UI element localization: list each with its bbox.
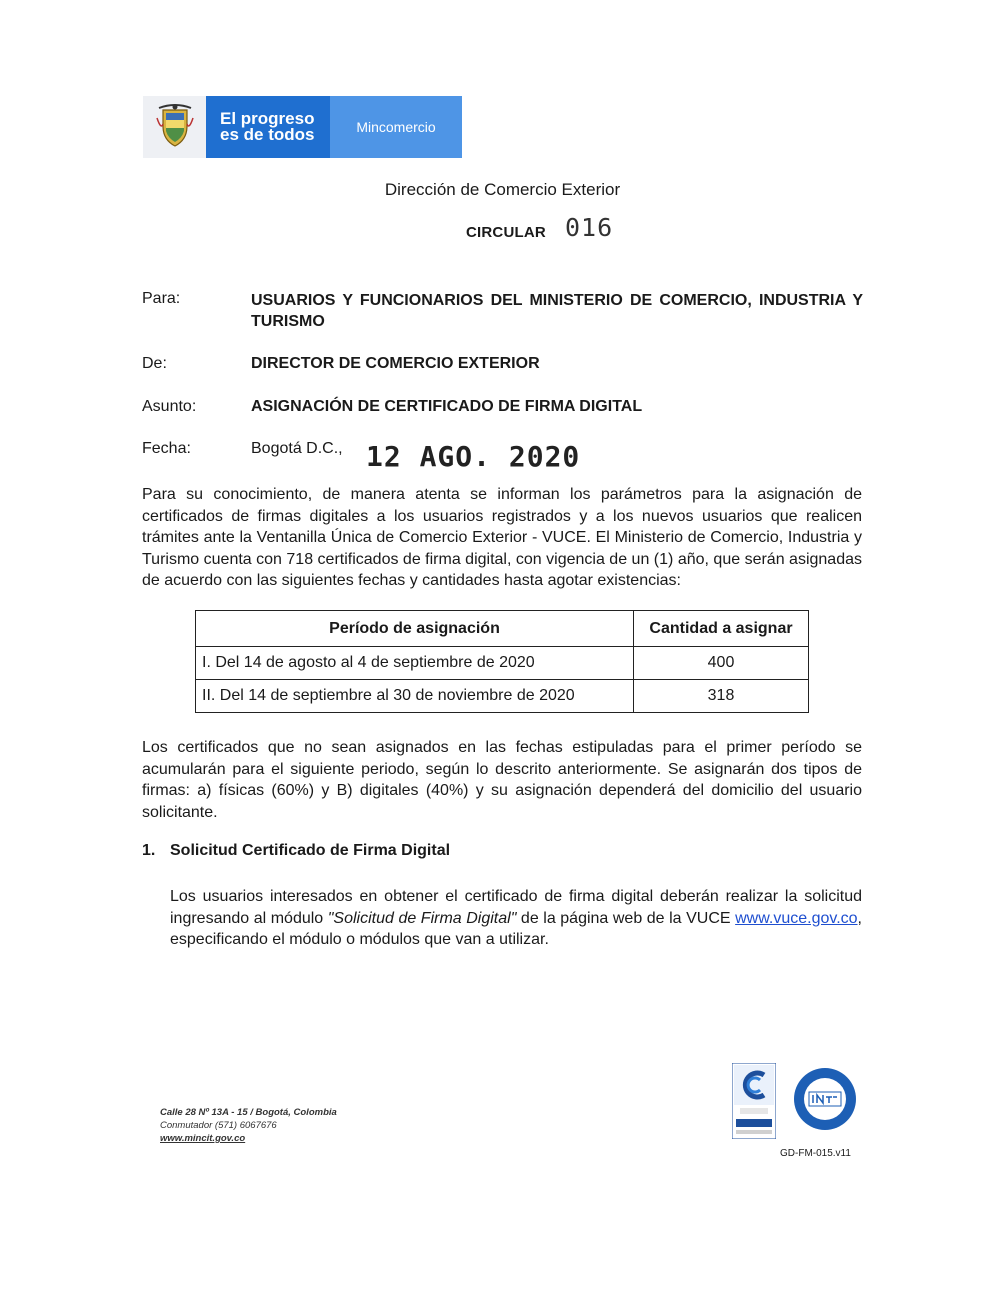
table-row <box>196 680 809 713</box>
coat-of-arms-icon <box>143 96 206 158</box>
iqnet-certification-icon <box>793 1067 857 1131</box>
distribution-paragraph: Los certificados que no sean asignados en las fechas estipuladas para el primer período se acumularán para el siguiente periodo, según lo descrito anteriormente. Se asignarán dos tipos de firmas: a) físicas (60%) y B) digitales (40%) y su asignación dependerá del domicilio del usuario solicitante. <box>142 739 862 821</box>
header-logo <box>143 96 462 158</box>
ministry-name: Mincomercio <box>330 96 462 158</box>
direction-title: Dirección de Comercio Exterior <box>384 180 621 199</box>
to-label: Para: <box>142 290 181 307</box>
slogan-line-2: es de todos <box>220 125 315 144</box>
date-stamp: 12 AGO. 2020 <box>366 440 581 473</box>
date-label: Fecha: <box>142 440 191 457</box>
slogan <box>206 96 330 158</box>
section-text-a: Los usuarios interesados en obtener el certificado de firma digital deberán realizar la solicitud ingresando al módulo <box>170 888 862 927</box>
to-value-line-1: USUARIOS Y FUNCIONARIOS DEL MINISTERIO DE COMERCIO, INDUSTRIA Y <box>251 292 863 309</box>
allocation-table <box>195 610 809 713</box>
section-title: Solicitud Certificado de Firma Digital <box>170 842 451 859</box>
from-value: DIRECTOR DE COMERCIO EXTERIOR <box>251 355 540 372</box>
section-paragraph <box>170 886 862 951</box>
date-city: Bogotá D.C., <box>251 440 343 457</box>
document-code: GD-FM-015.v11 <box>780 1148 851 1159</box>
table-header-row <box>196 611 809 647</box>
section-heading <box>142 842 450 860</box>
column-header-period: Período de asignación <box>196 611 634 647</box>
footer-address-block <box>160 1106 337 1145</box>
slogan-line-1: El progreso <box>220 109 315 128</box>
period-cell: I. Del 14 de agosto al 4 de septiembre de 2020 <box>196 647 634 680</box>
vuce-link[interactable]: www.vuce.gov.co <box>735 909 858 927</box>
column-header-amount: Cantidad a asignar <box>634 611 809 647</box>
iso-certification-icon <box>732 1063 776 1139</box>
subject-value: ASIGNACIÓN DE CERTIFICADO DE FIRMA DIGITAL <box>251 398 643 415</box>
intro-paragraph: Para su conocimiento, de manera atenta se informan los parámetros para la asignación de certificados de firmas digitales a los usuarios registrados y a los nuevos usuarios que realicen trámites ante la Ventanilla Única de Comercio Exterior - VUCE. El Ministerio de Comercio, Industria y Turismo cuenta con 718 certificados de firma digital, con vigencia de un (1) año, que serán asignadas de acuerdo con las siguientes fechas y cantidades hasta agotar existencias: <box>142 486 862 589</box>
to-value <box>251 290 863 332</box>
circular-number: 016 <box>565 213 614 242</box>
circular-label: CIRCULAR <box>466 224 546 241</box>
amount-cell: 318 <box>634 680 809 713</box>
section-text-b: de la página web de la VUCE <box>516 909 736 927</box>
footer-phone: Conmutador (571) 6067676 <box>160 1120 277 1131</box>
footer-address: Calle 28 Nº 13A - 15 / Bogotá, Colombia <box>160 1107 337 1118</box>
to-value-line-2: TURISMO <box>251 313 325 330</box>
footer-website[interactable]: www.mincit.gov.co <box>160 1133 246 1144</box>
amount-cell: 400 <box>634 647 809 680</box>
subject-label: Asunto: <box>142 398 197 415</box>
section-number: 1. <box>142 842 156 859</box>
period-cell: II. Del 14 de septiembre al 30 de noviembre de 2020 <box>196 680 634 713</box>
section-text-c: , especificando el módulo o módulos que van a utilizar. <box>170 909 862 948</box>
table-row <box>196 647 809 680</box>
module-name: "Solicitud de Firma Digital" <box>327 909 517 927</box>
from-label: De: <box>142 355 167 372</box>
